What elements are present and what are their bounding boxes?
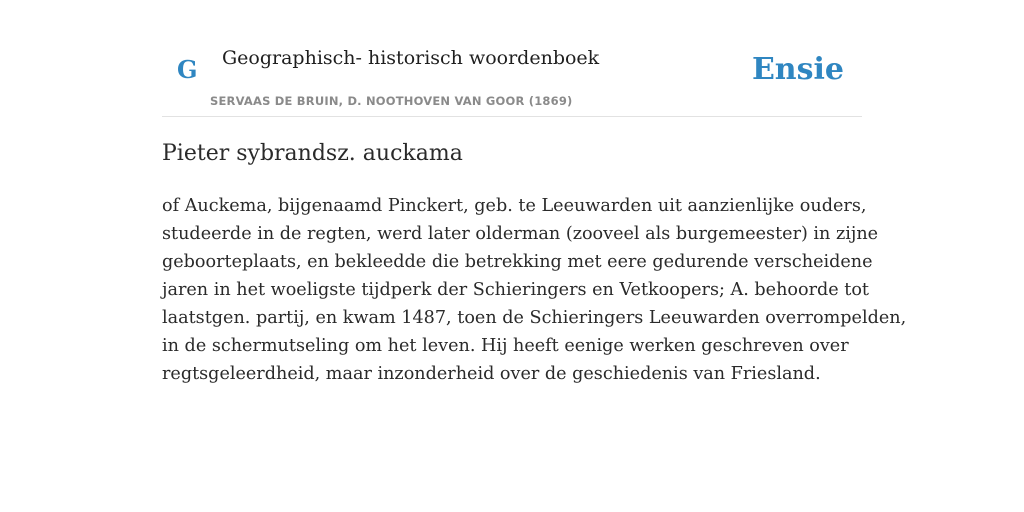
book-letter-icon: G [177,55,198,84]
book-authors-year: SERVAAS DE BRUIN, D. NOOTHOVEN VAN GOOR (1869) [210,94,573,108]
entry-line: regtsgeleerdheid, maar inzonderheid over de geschiedenis van Friesland. [162,364,821,384]
entry-line: geboorteplaats, en bekleedde die betrekking met eere gedurende verscheidene [162,252,873,272]
entry-line: jaren in het woeligste tijdperk der Schieringers en Vetkoopers; A. behoorde tot [162,280,869,300]
book-header [162,0,862,117]
entry-line: laatstgen. partij, en kwam 1487, toen de Schieringers Leeuwarden overrompelden, [162,308,907,328]
ensie-logo-link[interactable]: Ensie [751,52,844,87]
entry-title: Pieter sybrandsz. auckama [162,141,463,166]
entry-line: in de schermutseling om het leven. Hij heeft eenige werken geschreven over [162,336,849,356]
entry-line: studeerde in de regten, werd later olderman (zooveel als burgemeester) in zijne [162,224,879,244]
book-title-link[interactable]: Geographisch- historisch woordenboek [222,47,600,69]
entry-line: of Auckema, bijgenaamd Pinckert, geb. te Leeuwarden uit aanzienlijke ouders, [162,196,867,216]
entry-body [162,192,907,388]
